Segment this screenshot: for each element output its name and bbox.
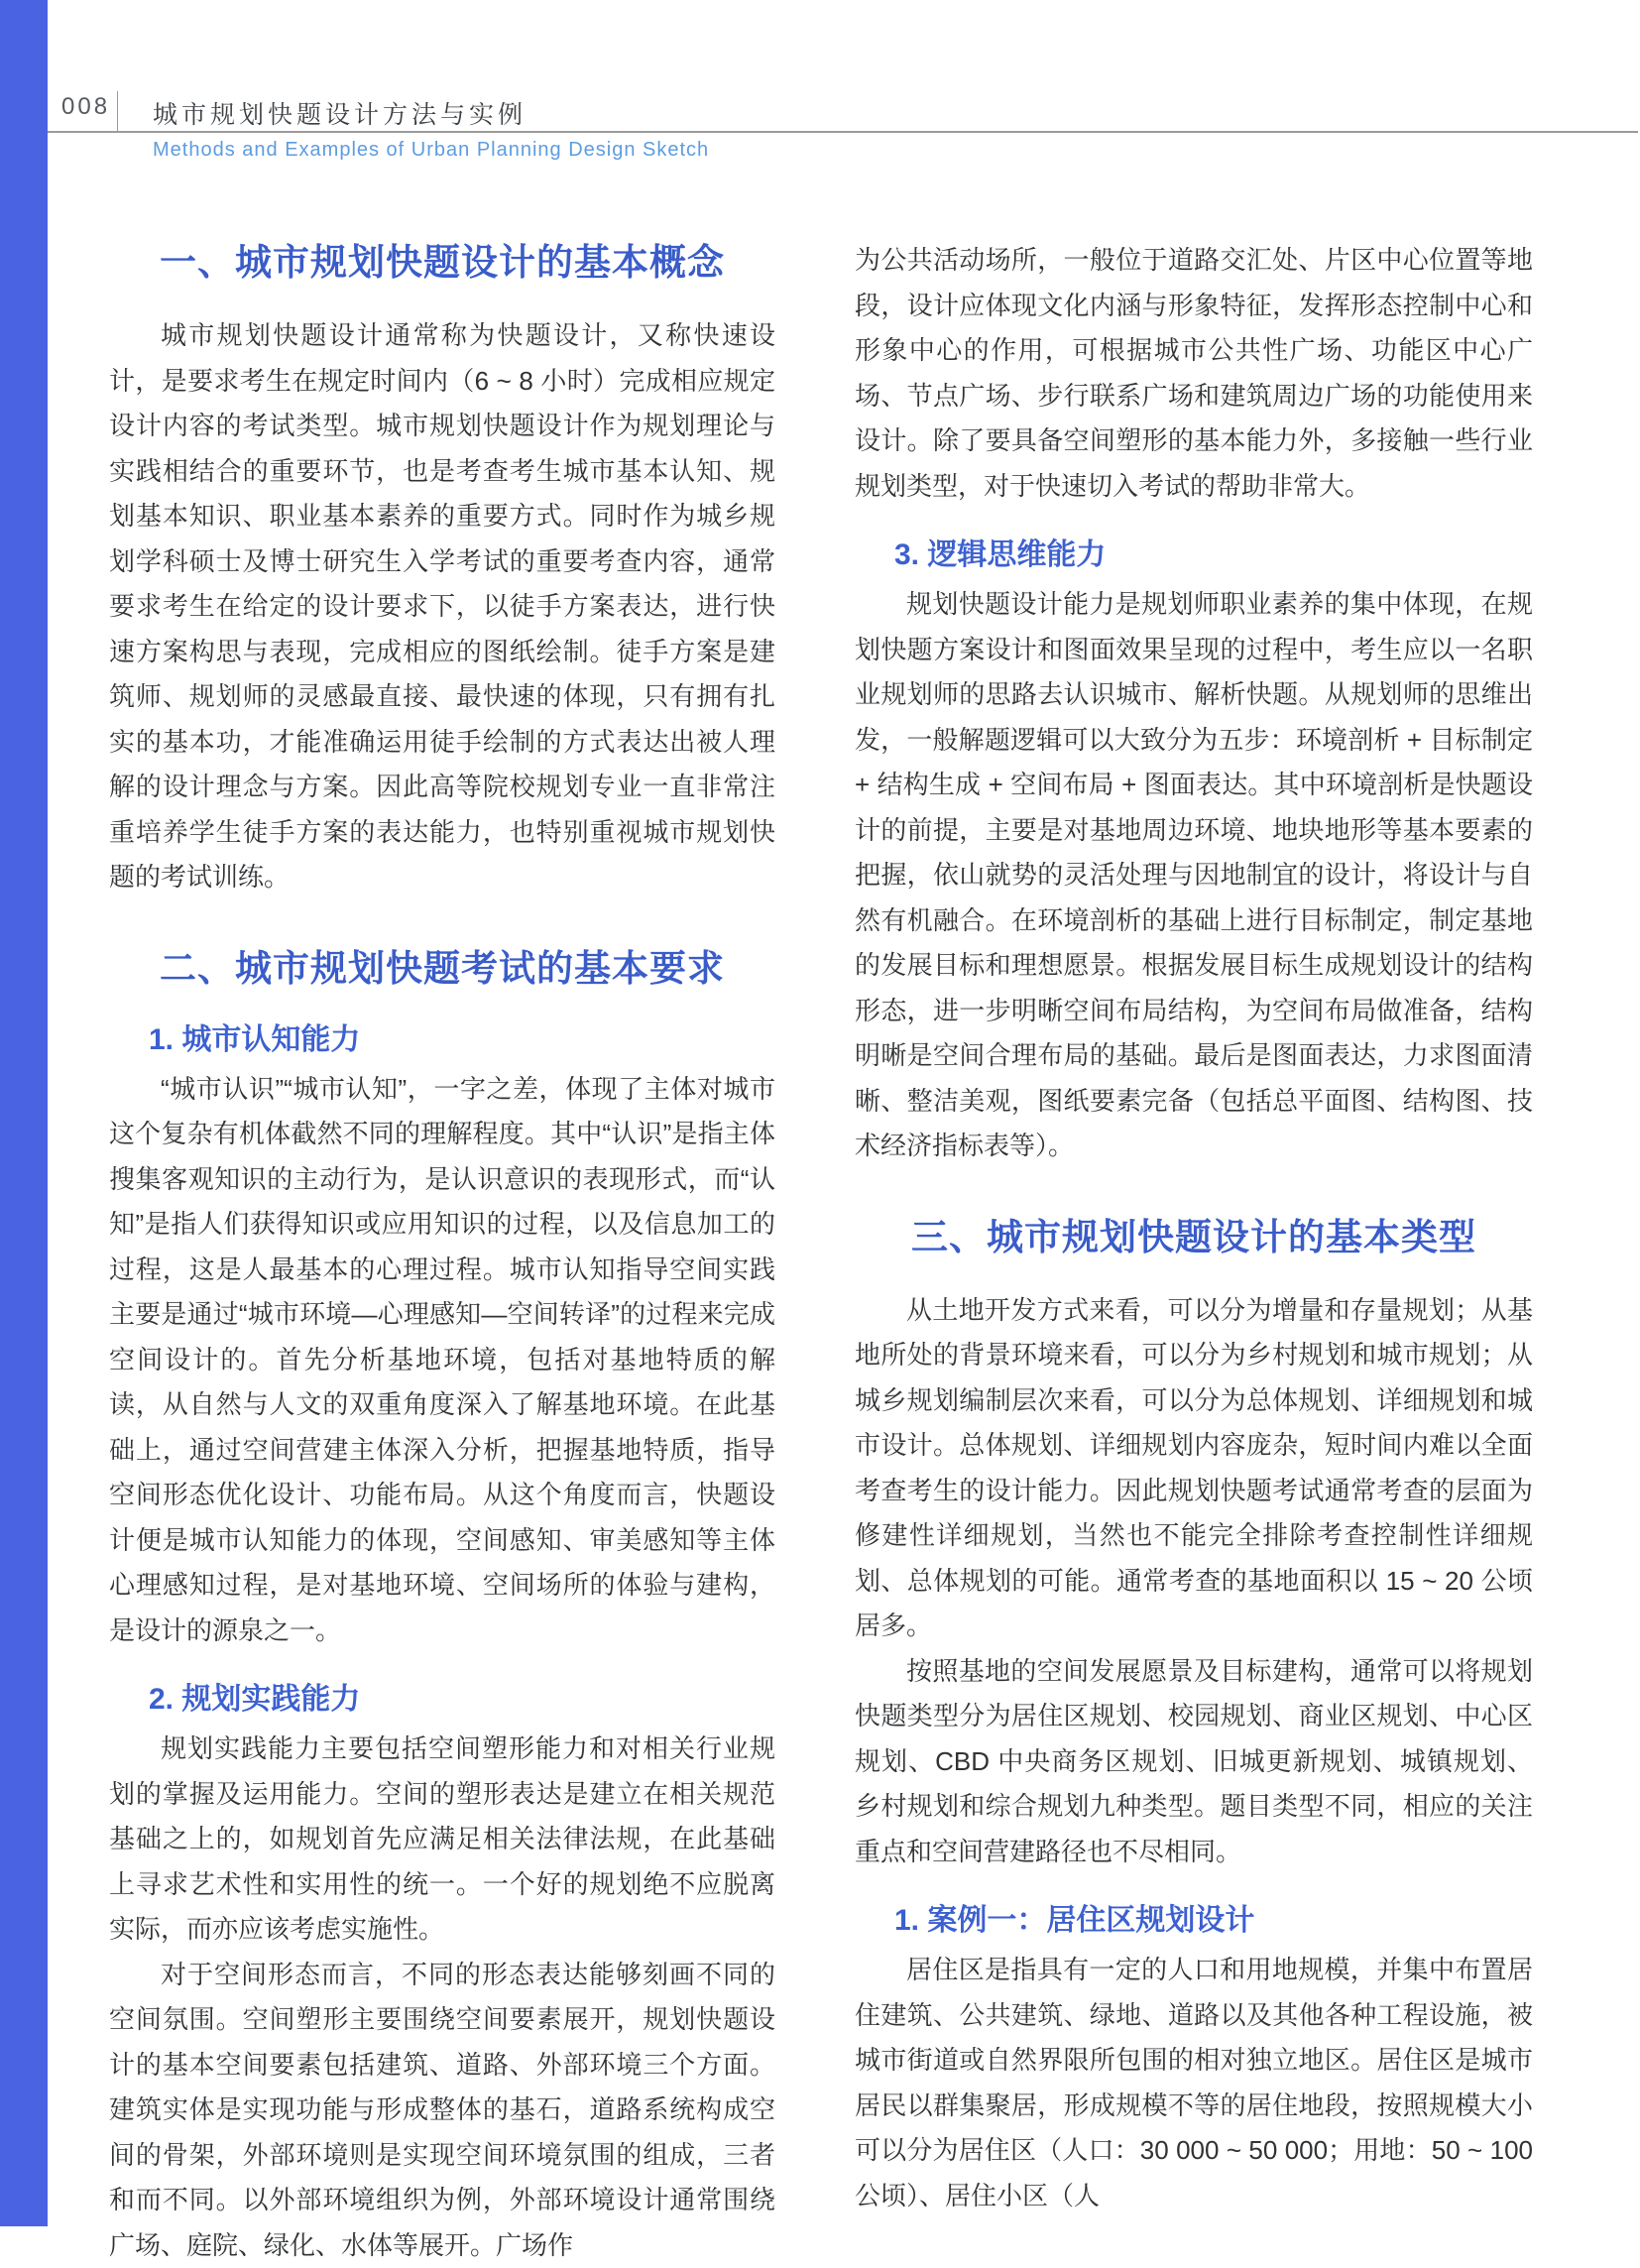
book-title: 城市规划快题设计方法与实例 [153,95,527,131]
subsection-heading-planning-practice: 2. 规划实践能力 [109,1683,775,1717]
subsection-heading-logical-thinking: 3. 逻辑思维能力 [855,538,1533,572]
paragraph: 居住区是指具有一定的人口和用地规模，并集中布置居住建筑、公共建筑、绿地、道路以及其他各种工程设施，被城市街道或自然界限所包围的相对独立地区。居住区是城市居民以群集聚居，形成规模不等的居住地段，按照规模大小可以分为居住区（人口：30 000 ~ 50 000；用地：50 ~ 100 公顷）、居住小区（人 [855,1948,1533,2218]
right-column [855,238,1533,2218]
section-heading-1: 一、城市规划快题设计的基本概念 [109,238,775,288]
paragraph: 城市规划快题设计通常称为快题设计，又称快速设计，是要求考生在规定时间内（6 ~ 8 小时）完成相应规定设计内容的考试类型。城市规划快题设计作为规划理论与实践相结合的重要环节，也是考查考生城市基本认知、规划基本知识、职业基本素养的重要方式。同时作为城乡规划学科硕士及博士研究生入学考试的重要考查内容，通常要求考生在给定的设计要求下，以徒手方案表达，进行快速方案构思与表现，完成相应的图纸绘制。徒手方案是建筑师、规划师的灵感最直接、最快速的体现，只有拥有扎实的基本功，才能准确运用徒手绘制的方式表达出被人理解的设计理念与方案。因此高等院校规划专业一直非常注重培养学生徒手方案的表达能力，也特别重视城市规划快题的考试训练。 [109,313,775,900]
book-subtitle: Methods and Examples of Urban Planning Design Sketch [153,139,709,162]
paragraph: 对于空间形态而言，不同的形态表达能够刻画不同的空间氛围。空间塑形主要围绕空间要素展开，规划快题设计的基本空间要素包括建筑、道路、外部环境三个方面。建筑实体是实现功能与形成整体的基石，道路系统构成空间的骨架，外部环境则是实现空间环境氛围的组成，三者和而不同。以外部环境组织为例，外部环境设计通常围绕广场、庭院、绿化、水体等展开。广场作 [109,1953,775,2268]
page-number: 008 [61,93,110,121]
paragraph: 按照基地的空间发展愿景及目标建构，通常可以将规划快题类型分为居住区规划、校园规划、商业区规划、中心区规划、CBD 中央商务区规划、旧城更新规划、城镇规划、乡村规划和综合规划九种类型。题目类型不同，相应的关注重点和空间营建路径也不尽相同。 [855,1649,1533,1875]
spine-accent-bar [0,0,48,2226]
section-heading-3: 三、城市规划快题设计的基本类型 [855,1213,1533,1262]
header-divider [117,91,118,131]
paragraph: 规划快题设计能力是规划师职业素养的集中体现，在规划快题方案设计和图面效果呈现的过程中，考生应以一名职业规划师的思路去认识城市、解析快题。从规划师的思维出发，一般解题逻辑可以大致分为五步：环境剖析 + 目标制定 + 结构生成 + 空间布局 + 图面表达。其中环境剖析是快题设计的前提，主要是对基地周边环境、地块地形等基本要素的把握，依山就势的灵活处理与因地制宜的设计，将设计与自然有机融合。在环境剖析的基础上进行目标制定，制定基地的发展目标和理想愿景。根据发展目标生成规划设计的结构形态，进一步明晰空间布局结构，为空间布局做准备，结构明晰是空间合理布局的基础。最后是图面表达，力求图面清晰、整洁美观，图纸要素完备（包括总平面图、结构图、技术经济指标表等）。 [855,582,1533,1169]
paragraph-continued: 为公共活动场所，一般位于道路交汇处、片区中心位置等地段，设计应体现文化内涵与形象特征，发挥形态控制中心和形象中心的作用，可根据城市公共性广场、功能区中心广场、节点广场、步行联系广场和建筑周边广场的功能使用来设计。除了要具备空间塑形的基本能力外，多接触一些行业规划类型，对于快速切入考试的帮助非常大。 [855,238,1533,509]
paragraph: 从土地开发方式来看，可以分为增量和存量规划；从基地所处的背景环境来看，可以分为乡村规划和城市规划；从城乡规划编制层次来看，可以分为总体规划、详细规划和城市设计。总体规划、详细规划内容庞杂，短时间内难以全面考查考生的设计能力。因此规划快题考试通常考查的层面为修建性详细规划，当然也不能完全排除考查控制性详细规划、总体规划的可能。通常考查的基地面积以 15 ~ 20 公顷居多。 [855,1288,1533,1649]
header-rule [48,131,1638,133]
paragraph: 规划实践能力主要包括空间塑形能力和对相关行业规划的掌握及运用能力。空间的塑形表达是建立在相关规范基础之上的，如规划首先应满足相关法律法规，在此基础上寻求艺术性和实用性的统一。一个好的规划绝不应脱离实际，而亦应该考虑实施性。 [109,1727,775,1953]
subsection-heading-case-one: 1. 案例一：居住区规划设计 [855,1904,1533,1938]
section-heading-2: 二、城市规划快题考试的基本要求 [109,944,775,994]
left-column [109,238,775,2268]
paragraph: “城市认识”“城市认知”，一字之差，体现了主体对城市这个复杂有机体截然不同的理解程度。其中“认识”是指主体搜集客观知识的主动行为，是认识意识的表现形式，而“认知”是指人们获得知识或应用知识的过程，以及信息加工的过程，这是人最基本的心理过程。城市认知指导空间实践主要是通过“城市环境—心理感知—空间转译”的过程来完成空间设计的。首先分析基地环境，包括对基地特质的解读，从自然与人文的双重角度深入了解基地环境。在此基础上，通过空间营建主体深入分析，把握基地特质，指导空间形态优化设计、功能布局。从这个角度而言，快题设计便是城市认知能力的体现，空间感知、审美感知等主体心理感知过程，是对基地环境、空间场所的体验与建构，是设计的源泉之一。 [109,1067,775,1654]
page-header [48,0,1640,169]
subsection-heading-city-cognition: 1. 城市认知能力 [109,1023,775,1057]
